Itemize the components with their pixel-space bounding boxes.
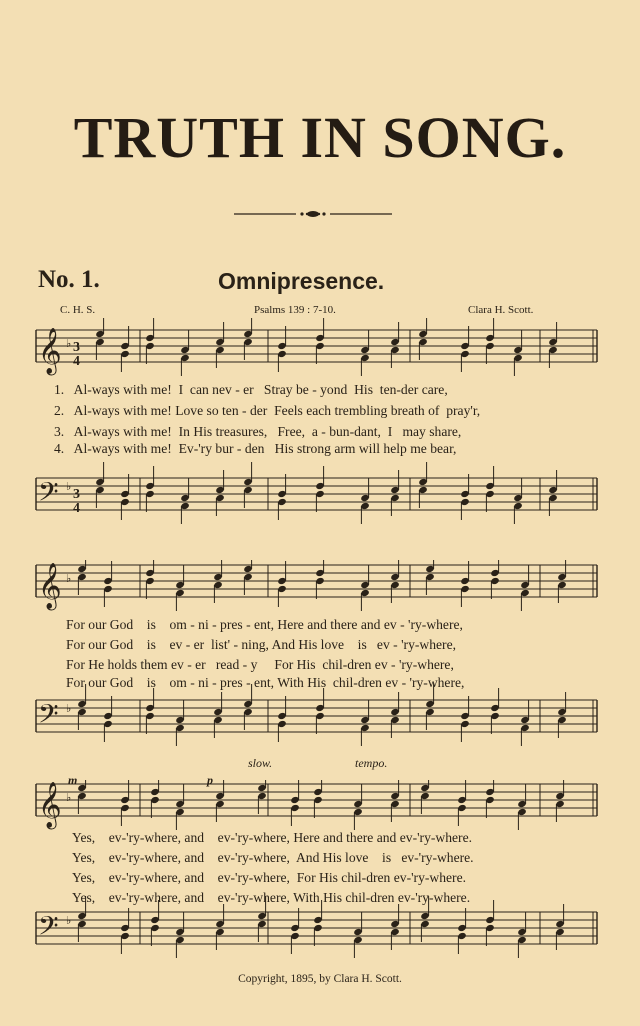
svg-text:♭: ♭ [66,914,72,927]
svg-text:4: 4 [73,501,80,516]
lyric-3-1: Yes, ev-'ry-where, and ev-'ry-where, Here and there and ev-'ry-where. [72,830,473,845]
svg-text:𝄞: 𝄞 [38,782,62,828]
hymn-number: No. 1. [38,266,100,293]
note-heads [95,318,558,376]
svg-text:𝄢: 𝄢 [38,698,59,736]
lyric-2-4: For our God is om - ni - pres - ent, With His chil-dren ev - 'ry-where, [66,675,465,690]
svg-text:𝄢: 𝄢 [38,910,59,948]
svg-text:♭: ♭ [66,702,72,715]
music-system-1 [0,318,640,528]
note-heads [77,780,565,830]
note-heads [77,684,567,746]
music-system-2 [0,560,640,750]
note-heads [95,462,558,524]
scripture-reference: Psalms 139 : 7-10. [254,304,336,316]
lyric-2-2: For our God is ev - er list' - ning, And His love is ev - 'ry-where, [66,637,456,652]
lyric-1-1: 1. Al-ways with me! I can nev - er Stray be - yond His ten-der care, [54,382,448,397]
tempo-slow-mark: slow. [248,756,273,770]
svg-text:𝄢: 𝄢 [38,476,59,514]
svg-text:3: 3 [73,340,80,355]
ornament-divider [234,209,392,219]
lyric-3-3: Yes, ev-'ry-where, and ev-'ry-where, For His chil-dren ev-'ry-where. [72,870,467,885]
staff-notation-2 [0,560,640,750]
note-heads [77,560,567,611]
svg-text:♭: ♭ [66,791,72,804]
svg-text:4: 4 [73,354,80,369]
copyright-notice: Copyright, 1895, by Clara H. Scott. [238,973,402,985]
lyric-2-3: For He holds them ev - er read - y For His chil-dren ev - 'ry-where, [66,657,454,672]
composer-credit: Clara H. Scott. [468,304,534,316]
lyric-1-2: 2. Al-ways with me! Love so ten - der Feels each trembling breath of pray'r, [54,403,481,418]
words-credit: C. H. S. [60,304,96,316]
book-title: TRUTH IN SONG. [73,105,567,170]
lyric-2-1: For our God is om - ni - pres - ent, Here and there and ev - 'ry-where, [66,617,463,632]
lyric-1-3: 3. Al-ways with me! In His treasures, Free, a - bun-dant, I may share, [54,424,462,439]
dynamic-p-mark: p [207,773,213,787]
lyric-3-2: Yes, ev-'ry-where, and ev-'ry-where, And His love is ev-'ry-where. [72,850,474,865]
staff-notation-1 [0,318,640,528]
svg-text:♭: ♭ [66,572,72,585]
lyric-1-4: 4. Al-ways with me! Ev-'ry bur - den His strong arm will help me bear, [54,441,457,456]
dynamic-m-mark: m [68,773,78,787]
tempo-mark: tempo. [355,756,388,770]
svg-text:𝄞: 𝄞 [38,328,62,374]
svg-text:𝄞: 𝄞 [38,563,62,609]
hymn-title: Omnipresence. [218,268,385,294]
svg-text:♭: ♭ [66,480,72,493]
lyric-3-4: Yes, ev-'ry-where, and ev-'ry-where, With His chil-dren ev-'ry-where. [72,890,471,905]
svg-text:3: 3 [73,487,80,502]
svg-text:♭: ♭ [66,337,72,350]
